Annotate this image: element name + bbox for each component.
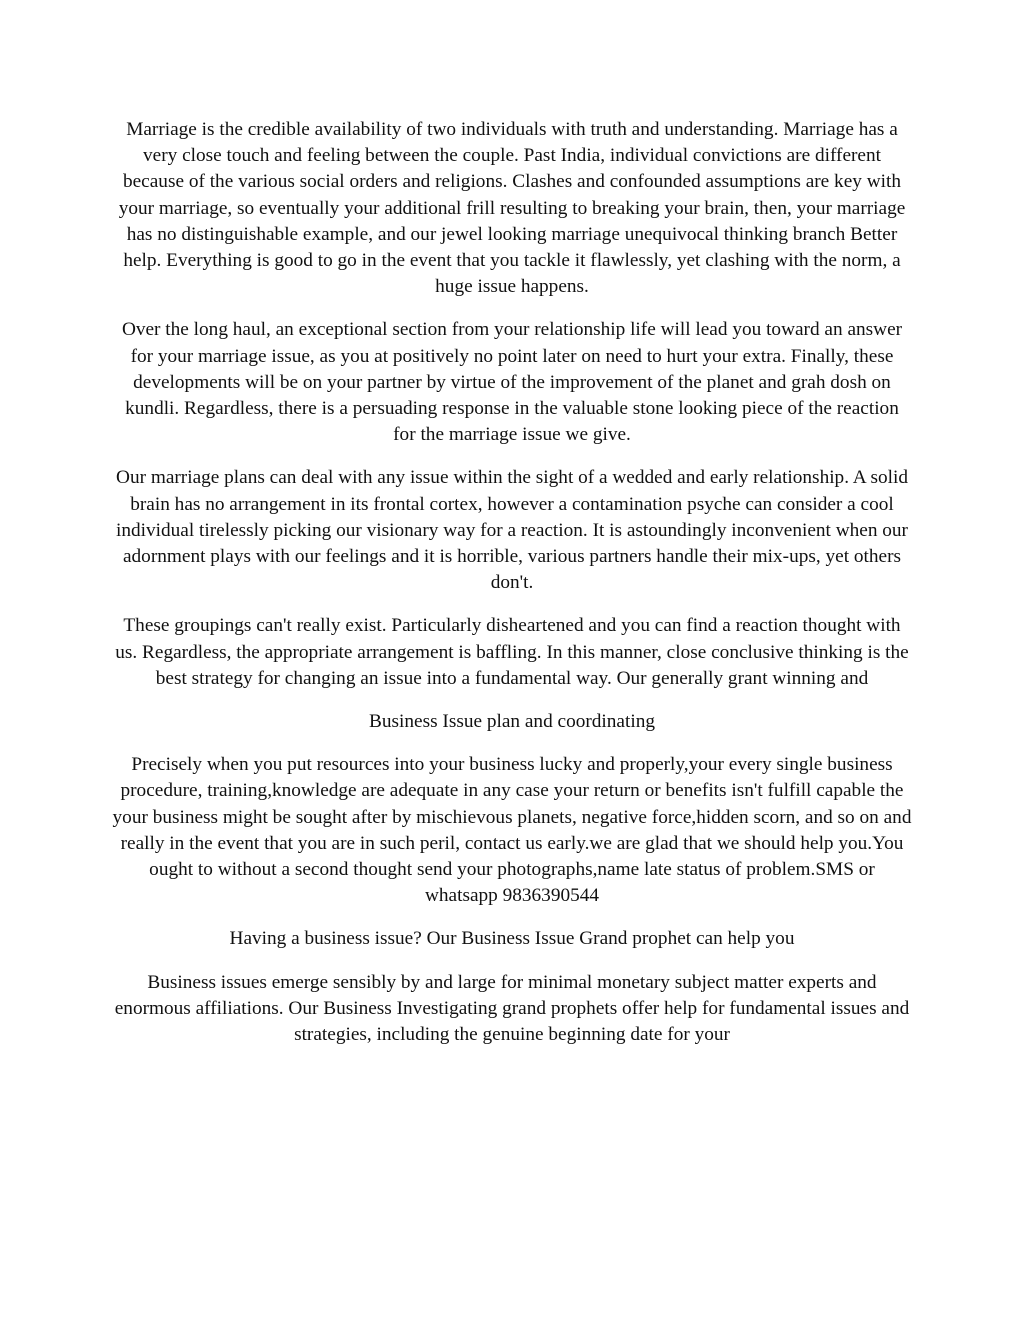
paragraph-marriage-plans: Our marriage plans can deal with any issue within the sight of a wedded and early relationship. A solid brain has no arrangement in its frontal cortex, however a contamination psyche can consider a cool individual tirelessly picking our visionary way for a reaction. It is astoundingly inconvenient when our adornment plays with our feelings and it is horrible, various partners handle their mix-ups, yet others don't. bbox=[116, 467, 908, 594]
paragraph-groupings: These groupings can't really exist. Particularly disheartened and you can find a reaction thought with us. Regardless, the appropriate arrangement is baffling. In this manner, close conclusive thinking is the best strategy for changing an issue into a fundamental way. Our generally grant winning and bbox=[115, 615, 909, 689]
heading-having-business-issue: Having a business issue? Our Business Issue Grand prophet can help you bbox=[229, 928, 795, 950]
paragraph-marriage-intro: Marriage is the credible availability of two individuals with truth and understanding. Marriage has a very close touch and feeling between the couple. Past India, individual convictions are different because of the various social orders and religions. Clashes and confounded assumptions are key with your marriage, so eventually your additional frill resulting to breaking your brain, then, your marriage has no distinguishable example, and our jewel looking marriage unequivocal thinking branch Better help. Everything is good to go in the event that you tackle it flawlessly, yet clashing with the norm, a huge issue happens. bbox=[118, 119, 906, 298]
document-body bbox=[112, 117, 912, 1065]
paragraph-business-resources: Precisely when you put resources into your business lucky and properly,your every single business procedure, training,knowledge are adequate in any case your return or benefits isn't fulfill capable the your business might be sought after by mischievous planets, negative force,hidden scorn, and so on and really in the event that you are in such peril, contact us early.we are glad that we should help you.You ought to without a second thought send your photographs,name late status of problem.SMS or whatsapp 9836390544 bbox=[112, 754, 912, 907]
paragraph-business-issues: Business issues emerge sensibly by and large for minimal monetary subject matter experts and enormous affiliations. Our Business Investigating grand prophets offer help for fundamental issues and strategies, including the genuine beginning date for your bbox=[114, 971, 910, 1046]
heading-business-issue: Business Issue plan and coordinating bbox=[369, 711, 655, 733]
paragraph-long-haul: Over the long haul, an exceptional section from your relationship life will lead you toward an answer for your marriage issue, as you at positively no point later on need to hurt your extra. Finally, these developments will be on your partner by virtue of the improvement of the planet and grah dosh on kundli. Regardless, there is a persuading response in the valuable stone looking piece of the reaction for the marriage issue we give. bbox=[121, 319, 903, 446]
